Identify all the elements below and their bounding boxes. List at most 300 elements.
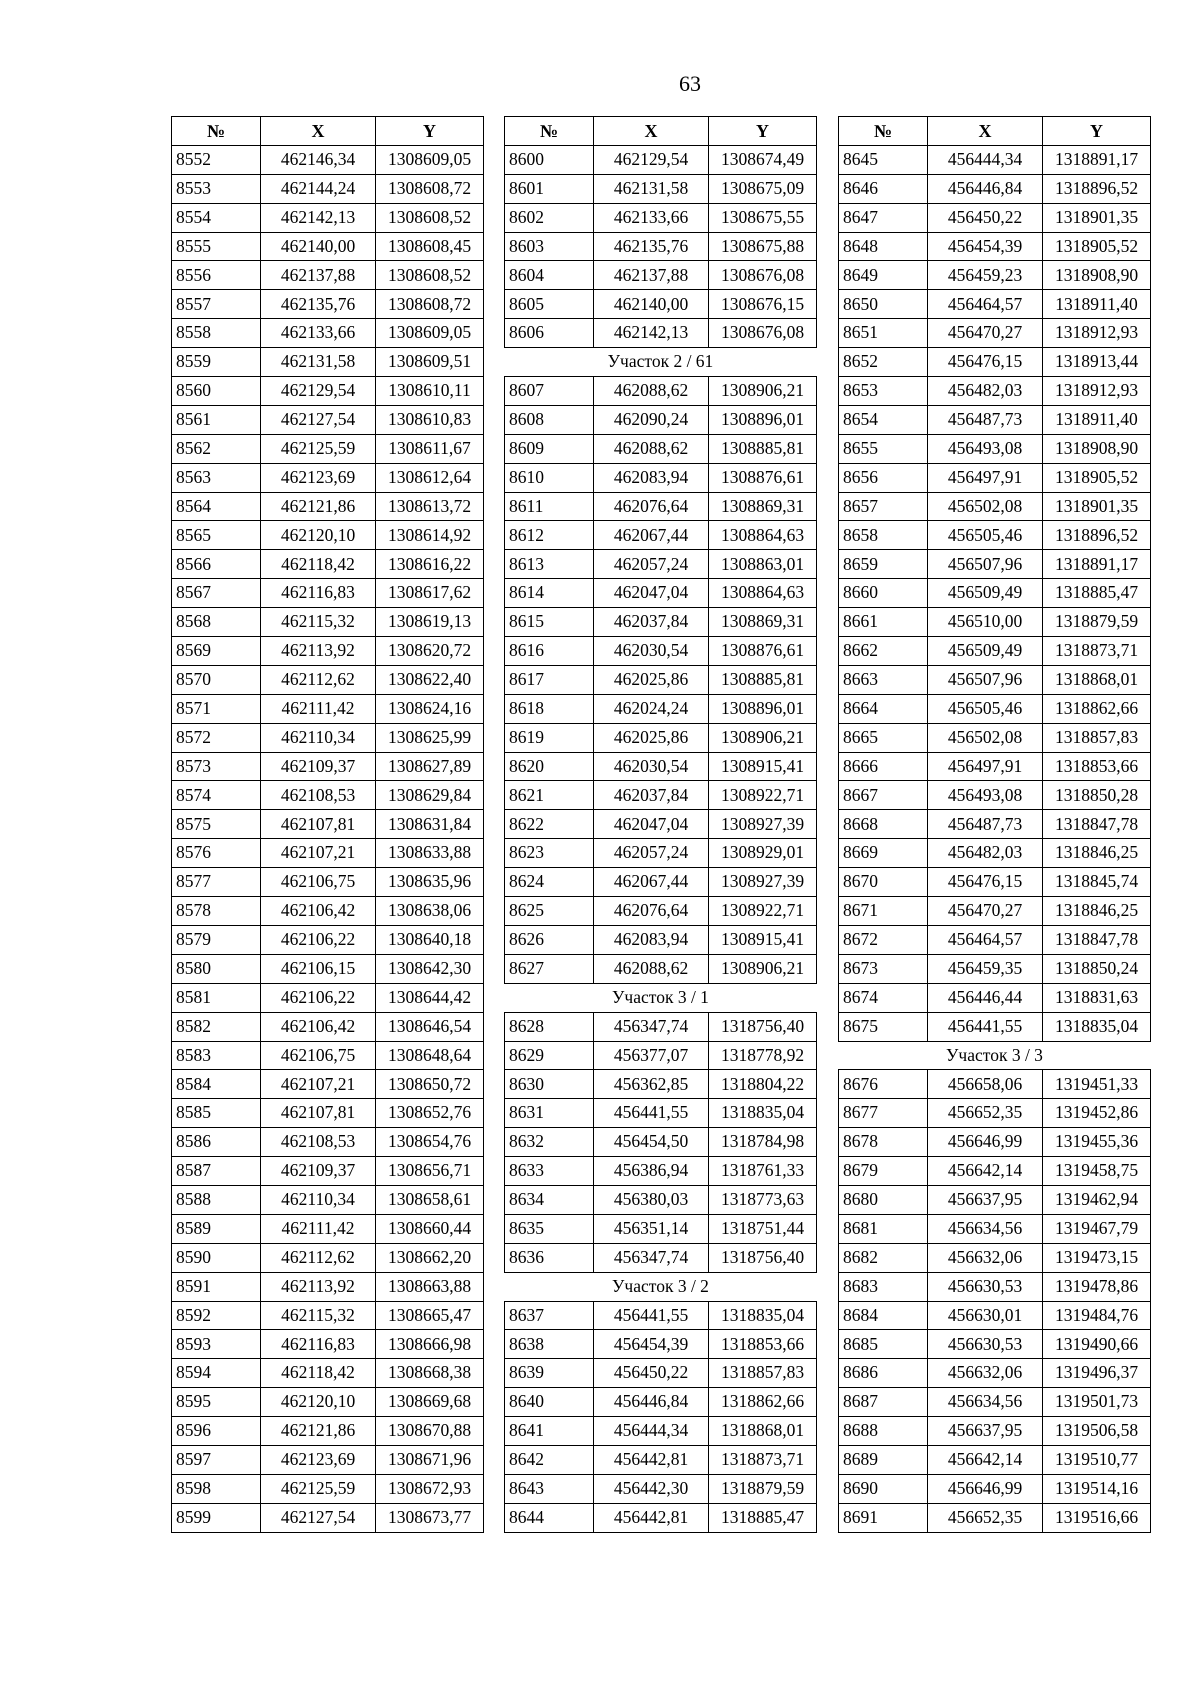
x-coordinate: 462076,64 [594,897,709,926]
table-row [839,463,1151,492]
table-row [505,868,817,897]
x-coordinate: 462108,53 [261,781,376,810]
y-coordinate: 1319478,86 [1043,1272,1151,1301]
x-coordinate: 462109,37 [261,752,376,781]
point-number: 8562 [172,434,261,463]
table-row [839,434,1151,463]
point-number: 8645 [839,145,928,174]
point-number: 8566 [172,550,261,579]
table-row [839,1243,1151,1272]
y-coordinate: 1319484,76 [1043,1301,1151,1330]
x-coordinate: 462127,54 [261,1503,376,1532]
x-coordinate: 456487,73 [928,405,1043,434]
point-number: 8633 [505,1157,594,1186]
table-row [172,608,484,637]
point-number: 8586 [172,1128,261,1157]
x-coordinate: 456493,08 [928,781,1043,810]
table-row [839,637,1151,666]
x-coordinate: 456632,06 [928,1359,1043,1388]
table-row [172,492,484,521]
x-coordinate: 462106,42 [261,1012,376,1041]
table-row [839,405,1151,434]
table-row [172,1359,484,1388]
x-coordinate: 456642,14 [928,1445,1043,1474]
x-coordinate: 462106,15 [261,954,376,983]
y-coordinate: 1319501,73 [1043,1388,1151,1417]
x-coordinate: 456482,03 [928,839,1043,868]
point-number: 8651 [839,319,928,348]
table-row [172,1041,484,1070]
x-coordinate: 462133,66 [594,203,709,232]
x-coordinate: 456442,81 [594,1503,709,1532]
point-number: 8631 [505,1099,594,1128]
y-coordinate: 1319451,33 [1043,1070,1151,1099]
x-coordinate: 456470,27 [928,319,1043,348]
x-coordinate: 456646,99 [928,1474,1043,1503]
point-number: 8665 [839,723,928,752]
table-row [172,521,484,550]
y-coordinate: 1318751,44 [709,1214,817,1243]
section-row [505,348,817,377]
table-row [172,550,484,579]
point-number: 8622 [505,810,594,839]
section-label: Участок 3 / 3 [839,1041,1151,1070]
point-number: 8618 [505,694,594,723]
x-coordinate: 462133,66 [261,319,376,348]
point-number: 8596 [172,1417,261,1446]
y-coordinate: 1318905,52 [1043,232,1151,261]
x-coordinate: 462116,83 [261,579,376,608]
y-coordinate: 1318908,90 [1043,434,1151,463]
table-row [839,579,1151,608]
point-number: 8560 [172,377,261,406]
table-row [839,174,1151,203]
table-row [172,781,484,810]
point-number: 8621 [505,781,594,810]
table-row [172,405,484,434]
x-coordinate: 462025,86 [594,723,709,752]
x-coordinate: 462090,24 [594,405,709,434]
y-coordinate: 1308922,71 [709,897,817,926]
table-row [839,377,1151,406]
table-row [172,232,484,261]
header-num: № [505,117,594,146]
x-coordinate: 462142,13 [594,319,709,348]
point-number: 8668 [839,810,928,839]
y-coordinate: 1318891,17 [1043,145,1151,174]
point-number: 8626 [505,925,594,954]
x-coordinate: 456446,44 [928,983,1043,1012]
y-coordinate: 1318847,78 [1043,925,1151,954]
point-number: 8567 [172,579,261,608]
table-row [839,1474,1151,1503]
section-label: Участок 2 / 61 [505,348,817,377]
y-coordinate: 1308609,05 [376,145,484,174]
x-coordinate: 456502,08 [928,492,1043,521]
x-coordinate: 462030,54 [594,752,709,781]
table-row [172,261,484,290]
header-y: Y [376,117,484,146]
table-row [505,925,817,954]
point-number: 8640 [505,1388,594,1417]
y-coordinate: 1318773,63 [709,1185,817,1214]
x-coordinate: 462037,84 [594,781,709,810]
point-number: 8611 [505,492,594,521]
table-row [172,810,484,839]
y-coordinate: 1308625,99 [376,723,484,752]
y-coordinate: 1308929,01 [709,839,817,868]
table-row [172,1185,484,1214]
x-coordinate: 456470,27 [928,897,1043,926]
table-row [172,1099,484,1128]
x-coordinate: 456652,35 [928,1503,1043,1532]
x-coordinate: 462120,10 [261,1388,376,1417]
point-number: 8610 [505,463,594,492]
table-row [505,839,817,868]
point-number: 8619 [505,723,594,752]
point-number: 8568 [172,608,261,637]
point-number: 8613 [505,550,594,579]
section-row [839,1041,1151,1070]
table-row [839,810,1151,839]
point-number: 8623 [505,839,594,868]
table-row [172,723,484,752]
table-row [172,1388,484,1417]
y-coordinate: 1319496,37 [1043,1359,1151,1388]
y-coordinate: 1308885,81 [709,434,817,463]
y-coordinate: 1318891,17 [1043,550,1151,579]
x-coordinate: 462125,59 [261,1474,376,1503]
point-number: 8617 [505,665,594,694]
point-number: 8628 [505,1012,594,1041]
y-coordinate: 1308654,76 [376,1128,484,1157]
y-coordinate: 1318850,28 [1043,781,1151,810]
point-number: 8603 [505,232,594,261]
x-coordinate: 456502,08 [928,723,1043,752]
y-coordinate: 1308609,05 [376,319,484,348]
point-number: 8689 [839,1445,928,1474]
table-row [172,348,484,377]
section-label: Участок 3 / 2 [505,1272,817,1301]
point-number: 8681 [839,1214,928,1243]
y-coordinate: 1308608,52 [376,261,484,290]
point-number: 8680 [839,1185,928,1214]
table-row [505,1330,817,1359]
x-coordinate: 456351,14 [594,1214,709,1243]
x-coordinate: 456347,74 [594,1243,709,1272]
table-row [505,1070,817,1099]
point-number: 8553 [172,174,261,203]
point-number: 8653 [839,377,928,406]
table-row [839,752,1151,781]
point-number: 8590 [172,1243,261,1272]
x-coordinate: 456441,55 [928,1012,1043,1041]
table-row [172,145,484,174]
y-coordinate: 1318835,04 [709,1301,817,1330]
y-coordinate: 1308610,83 [376,405,484,434]
point-number: 8632 [505,1128,594,1157]
section-row [505,983,817,1012]
table-row [839,723,1151,752]
y-coordinate: 1308644,42 [376,983,484,1012]
x-coordinate: 462112,62 [261,665,376,694]
point-number: 8643 [505,1474,594,1503]
x-coordinate: 462037,84 [594,608,709,637]
table-row [839,145,1151,174]
point-number: 8554 [172,203,261,232]
y-coordinate: 1308869,31 [709,492,817,521]
y-coordinate: 1319506,58 [1043,1417,1151,1446]
x-coordinate: 456441,55 [594,1099,709,1128]
table-row [839,1070,1151,1099]
table-row [839,925,1151,954]
table-row [505,319,817,348]
point-number: 8690 [839,1474,928,1503]
y-coordinate: 1308608,52 [376,203,484,232]
table-row [505,174,817,203]
x-coordinate: 456646,99 [928,1128,1043,1157]
point-number: 8580 [172,954,261,983]
y-coordinate: 1308915,41 [709,752,817,781]
x-coordinate: 456497,91 [928,752,1043,781]
table-row [172,925,484,954]
table-row [839,781,1151,810]
y-coordinate: 1318862,66 [1043,694,1151,723]
x-coordinate: 456630,01 [928,1301,1043,1330]
table-row [505,405,817,434]
point-number: 8652 [839,348,928,377]
x-coordinate: 456464,57 [928,290,1043,319]
y-coordinate: 1308864,63 [709,579,817,608]
point-number: 8685 [839,1330,928,1359]
point-number: 8608 [505,405,594,434]
point-number: 8588 [172,1185,261,1214]
x-coordinate: 462142,13 [261,203,376,232]
point-number: 8642 [505,1445,594,1474]
y-coordinate: 1308670,88 [376,1417,484,1446]
x-coordinate: 462106,75 [261,1041,376,1070]
y-coordinate: 1318857,83 [1043,723,1151,752]
y-coordinate: 1308674,49 [709,145,817,174]
x-coordinate: 462111,42 [261,1214,376,1243]
y-coordinate: 1308652,76 [376,1099,484,1128]
table-row [172,1243,484,1272]
point-number: 8648 [839,232,928,261]
x-coordinate: 456442,81 [594,1445,709,1474]
point-number: 8573 [172,752,261,781]
point-number: 8673 [839,954,928,983]
x-coordinate: 456487,73 [928,810,1043,839]
table-row [839,839,1151,868]
point-number: 8614 [505,579,594,608]
table-row [172,897,484,926]
y-coordinate: 1308896,01 [709,694,817,723]
x-coordinate: 462109,37 [261,1157,376,1186]
table-row [839,1214,1151,1243]
y-coordinate: 1308608,45 [376,232,484,261]
x-coordinate: 456482,03 [928,377,1043,406]
x-coordinate: 462030,54 [594,637,709,666]
point-number: 8657 [839,492,928,521]
point-number: 8659 [839,550,928,579]
header-x: X [261,117,376,146]
y-coordinate: 1308671,96 [376,1445,484,1474]
point-number: 8591 [172,1272,261,1301]
x-coordinate: 456454,50 [594,1128,709,1157]
table-row [505,492,817,521]
x-coordinate: 462137,88 [261,261,376,290]
y-coordinate: 1318879,59 [709,1474,817,1503]
x-coordinate: 462111,42 [261,694,376,723]
y-coordinate: 1318868,01 [1043,665,1151,694]
x-coordinate: 456476,15 [928,868,1043,897]
y-coordinate: 1318901,35 [1043,203,1151,232]
table-row [505,1503,817,1532]
point-number: 8605 [505,290,594,319]
y-coordinate: 1308608,72 [376,174,484,203]
table-row [172,983,484,1012]
point-number: 8589 [172,1214,261,1243]
x-coordinate: 462088,62 [594,377,709,406]
point-number: 8601 [505,174,594,203]
point-number: 8595 [172,1388,261,1417]
table-row [172,1445,484,1474]
page-number: 63 [679,71,701,96]
x-coordinate: 456450,22 [594,1359,709,1388]
table-row [505,1185,817,1214]
x-coordinate: 456444,34 [594,1417,709,1446]
point-number: 8663 [839,665,928,694]
y-coordinate: 1319452,86 [1043,1099,1151,1128]
table-row [839,694,1151,723]
table-row [505,290,817,319]
point-number: 8579 [172,925,261,954]
table-row [505,1388,817,1417]
header-num: № [172,117,261,146]
x-coordinate: 456476,15 [928,348,1043,377]
y-coordinate: 1308622,40 [376,665,484,694]
table-row [172,290,484,319]
table-row [172,463,484,492]
x-coordinate: 462106,42 [261,897,376,926]
table-row [839,1330,1151,1359]
y-coordinate: 1318868,01 [709,1417,817,1446]
table-row [172,1214,484,1243]
point-number: 8654 [839,405,928,434]
point-number: 8561 [172,405,261,434]
point-number: 8557 [172,290,261,319]
point-number: 8676 [839,1070,928,1099]
point-number: 8682 [839,1243,928,1272]
y-coordinate: 1318911,40 [1043,405,1151,434]
table-row [505,1128,817,1157]
y-coordinate: 1308646,54 [376,1012,484,1041]
y-coordinate: 1318913,44 [1043,348,1151,377]
point-number: 8564 [172,492,261,521]
table-row [839,983,1151,1012]
x-coordinate: 462083,94 [594,463,709,492]
table-row [505,1157,817,1186]
table-row [505,1474,817,1503]
y-coordinate: 1308906,21 [709,377,817,406]
section-row [505,1272,817,1301]
point-number: 8678 [839,1128,928,1157]
table-row [839,1301,1151,1330]
x-coordinate: 456380,03 [594,1185,709,1214]
table-row [839,232,1151,261]
y-coordinate: 1318879,59 [1043,608,1151,637]
y-coordinate: 1318784,98 [709,1128,817,1157]
point-number: 8565 [172,521,261,550]
table-row [505,1012,817,1041]
table-row [505,579,817,608]
x-coordinate: 462047,04 [594,810,709,839]
table-row [172,174,484,203]
table-row [505,723,817,752]
x-coordinate: 456505,46 [928,521,1043,550]
y-coordinate: 1308635,96 [376,868,484,897]
table-row [839,868,1151,897]
y-coordinate: 1318831,63 [1043,983,1151,1012]
y-coordinate: 1318761,33 [709,1157,817,1186]
x-coordinate: 456505,46 [928,694,1043,723]
y-coordinate: 1308673,77 [376,1503,484,1532]
point-number: 8555 [172,232,261,261]
x-coordinate: 462115,32 [261,1301,376,1330]
x-coordinate: 462083,94 [594,925,709,954]
table-row [839,1185,1151,1214]
table-row [505,232,817,261]
x-coordinate: 456634,56 [928,1388,1043,1417]
x-coordinate: 462057,24 [594,839,709,868]
table-row [172,1128,484,1157]
y-coordinate: 1319455,36 [1043,1128,1151,1157]
point-number: 8669 [839,839,928,868]
table-row [505,810,817,839]
point-number: 8658 [839,521,928,550]
table-row [505,377,817,406]
table-row [172,868,484,897]
point-number: 8662 [839,637,928,666]
y-coordinate: 1308640,18 [376,925,484,954]
x-coordinate: 462135,76 [594,232,709,261]
table-row [172,1157,484,1186]
point-number: 8600 [505,145,594,174]
x-coordinate: 462123,69 [261,463,376,492]
y-coordinate: 1318835,04 [1043,1012,1151,1041]
table-row [839,954,1151,983]
point-number: 8671 [839,897,928,926]
y-coordinate: 1308676,08 [709,319,817,348]
point-number: 8660 [839,579,928,608]
table-row [505,781,817,810]
table-row [505,608,817,637]
table-row [172,1272,484,1301]
y-coordinate: 1318845,74 [1043,868,1151,897]
point-number: 8683 [839,1272,928,1301]
x-coordinate: 456446,84 [594,1388,709,1417]
y-coordinate: 1318873,71 [709,1445,817,1474]
y-coordinate: 1308660,44 [376,1214,484,1243]
x-coordinate: 456507,96 [928,665,1043,694]
point-number: 8679 [839,1157,928,1186]
x-coordinate: 462088,62 [594,434,709,463]
x-coordinate: 462113,92 [261,1272,376,1301]
x-coordinate: 462112,62 [261,1243,376,1272]
x-coordinate: 456637,95 [928,1185,1043,1214]
y-coordinate: 1318896,52 [1043,521,1151,550]
y-coordinate: 1308665,47 [376,1301,484,1330]
